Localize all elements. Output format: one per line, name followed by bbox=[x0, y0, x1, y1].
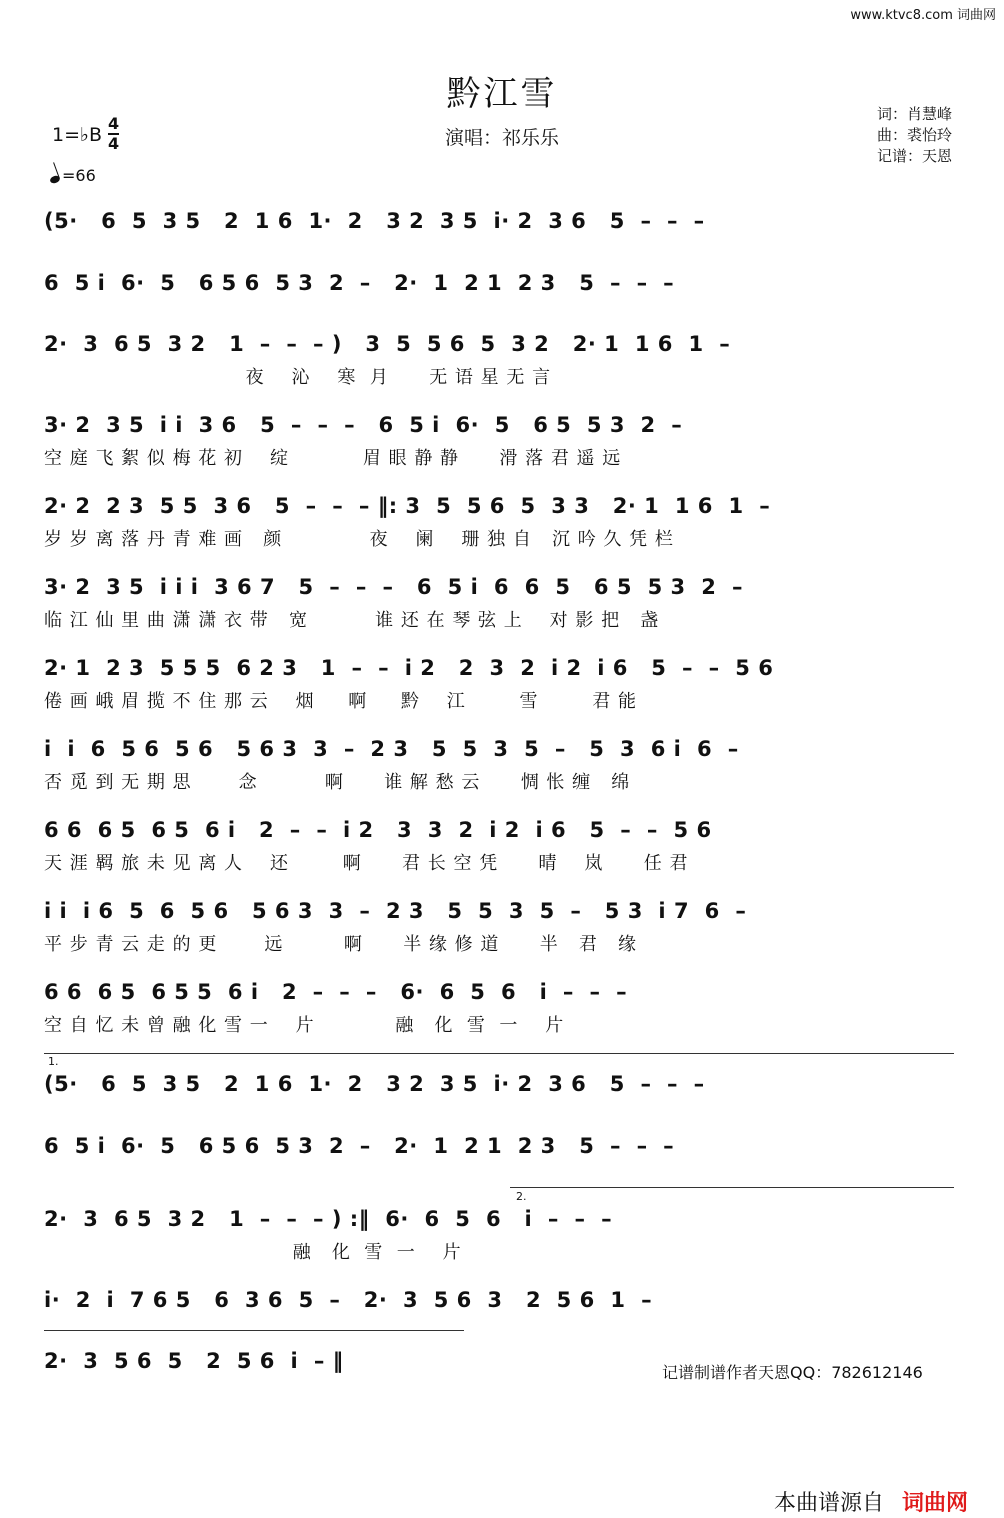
notation-row: 2· 2 2 3 5 5 3 6 5 – – – ‖: 3 5 5 6 5 3 3 2· 1 1 6 1 – bbox=[44, 494, 771, 518]
site-url: www.ktvc8.com 词曲网 bbox=[850, 8, 996, 23]
lyric-row: 空 自 忆 未 曾 融 化 雪 一 片 融 化 雪 一 片 bbox=[44, 1015, 565, 1036]
notation-row: 2· 3 6 5 3 2 1 – – – ) :‖ 6· 6 5 6 i – – – bbox=[44, 1207, 613, 1231]
notation-row: (5· 6 5 3 5 2 1 6 1· 2 3 2 3 5 i· 2 3 6 5 – – – bbox=[44, 209, 705, 233]
lyric-row: 夜 沁 寒 月 无 语 星 无 言 bbox=[44, 367, 552, 388]
volta-line-1 bbox=[44, 1053, 954, 1054]
source-credit: 本曲谱源自 词曲网 bbox=[774, 1491, 969, 1516]
notation-row: 6 6 6 5 6 5 6 i 2 – – i 2 3 3 2 i 2 i 6 5 – – 5 6 bbox=[44, 818, 712, 842]
footer-note: 记谱制谱作者天恩QQ：782612146 bbox=[662, 1363, 923, 1382]
notation-row: 3· 2 3 5 i i i 3 6 7 5 – – – 6 5 i 6 6 5 6 5 5 3 2 – bbox=[44, 575, 743, 599]
lyric-row: 倦 画 峨 眉 揽 不 住 那 云 烟 啊 黔 江 雪 君 能 bbox=[44, 691, 638, 712]
notation-row: 3· 2 3 5 i i 3 6 5 – – – 6 5 i 6· 5 6 5 5 3 2 – bbox=[44, 413, 683, 437]
notation-row: i i i 6 5 6 5 6 5 6 3 3 – 2 3 5 5 3 5 – 5 3 i 7 6 – bbox=[44, 899, 747, 923]
notation-row: 6 5 i 6· 5 6 5 6 5 3 2 – 2· 1 2 1 2 3 5 – – – bbox=[44, 271, 675, 295]
singer: 演唱：祁乐乐 bbox=[444, 127, 559, 149]
notation-row: 2· 3 6 5 3 2 1 – – – ) 3 5 5 6 5 3 2 2· 1 1 6 1 – bbox=[44, 332, 731, 356]
volta-1: 1. bbox=[48, 1055, 59, 1068]
song-title: 黔江雪 bbox=[446, 74, 558, 114]
notation-row: 2· 3 5 6 5 2 5 6 i – ‖ bbox=[44, 1349, 344, 1373]
lyric-row: 空 庭 飞 絮 似 梅 花 初 绽 眉 眼 静 静 滑 落 君 遥 远 bbox=[44, 448, 622, 469]
lyric-row: 岁 岁 离 落 丹 青 难 画 颜 夜 阑 珊 独 自 沉 吟 久 凭 栏 bbox=[44, 529, 674, 550]
tempo-mark: =66 bbox=[50, 166, 96, 185]
composer: 曲：裘怡玲 bbox=[876, 126, 952, 144]
notation-row: (5· 6 5 3 5 2 1 6 1· 2 3 2 3 5 i· 2 3 6 5 – – – bbox=[44, 1072, 705, 1096]
credits bbox=[877, 104, 952, 167]
volta-line-2 bbox=[510, 1187, 954, 1188]
transcriber: 记谱：天恩 bbox=[876, 147, 952, 165]
lyric-row: 平 步 青 云 走 的 更 远 啊 半 缘 修 道 半 君 缘 bbox=[44, 934, 638, 955]
notation-row: 2· 1 2 3 5 5 5 6 2 3 1 – – i 2 2 3 2 i 2 i 6 5 – – 5 6 bbox=[44, 656, 774, 680]
notation-row: i i 6 5 6 5 6 5 6 3 3 – 2 3 5 5 3 5 – 5 3 6 i 6 – bbox=[44, 737, 739, 761]
key-signature: 1=♭B bbox=[52, 124, 103, 146]
notation-row: i· 2 i 7 6 5 6 3 6 5 – 2· 3 5 6 3 2 5 6 1 – bbox=[44, 1288, 653, 1312]
lyric-row: 否 觅 到 无 期 思 念 啊 谁 解 愁 云 惆 怅 缠 绵 bbox=[44, 772, 631, 793]
coda-line bbox=[44, 1330, 464, 1331]
time-signature: 4 4 bbox=[108, 114, 120, 153]
lyric-row: 融 化 雪 一 片 bbox=[44, 1242, 462, 1263]
lyric-row: 天 涯 羁 旅 未 见 离 人 还 啊 君 长 空 凭 晴 岚 任 君 bbox=[44, 853, 689, 874]
quarter-note-icon bbox=[49, 175, 61, 185]
volta-2: 2. bbox=[516, 1190, 527, 1203]
notation-row: 6 5 i 6· 5 6 5 6 5 3 2 – 2· 1 2 1 2 3 5 – – – bbox=[44, 1134, 675, 1158]
brand-logo: 词曲网 bbox=[902, 1491, 969, 1516]
notation-row: 6 6 6 5 6 5 5 6 i 2 – – – 6· 6 5 6 i – – – bbox=[44, 980, 628, 1004]
lyric-row: 临 江 仙 里 曲 潇 潇 衣 带 宽 谁 还 在 琴 弦 上 对 影 把 盏 bbox=[44, 610, 660, 631]
lyricist: 词：肖慧峰 bbox=[876, 105, 952, 123]
